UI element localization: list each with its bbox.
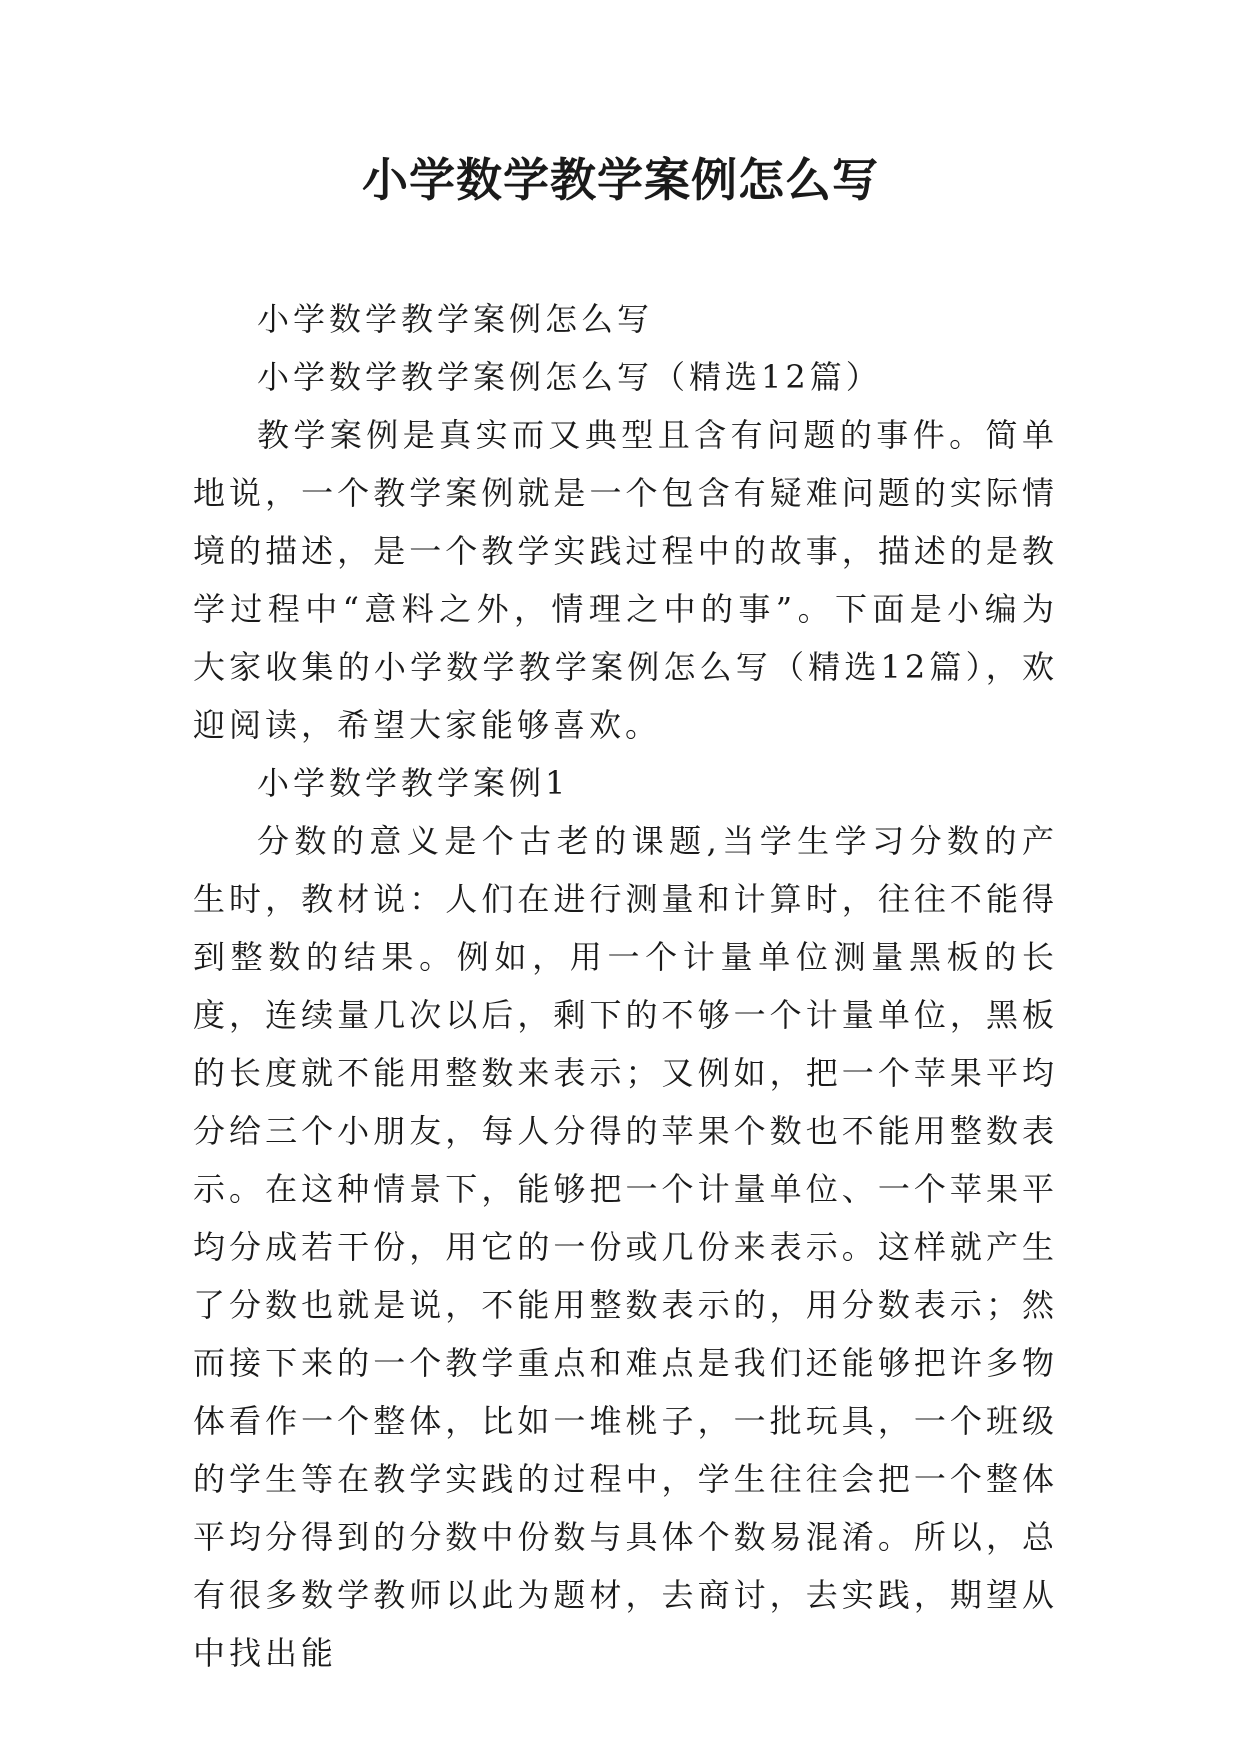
subtitle-selection-paragraph: 小学数学教学案例怎么写（精选12篇） xyxy=(257,358,882,396)
case-heading: 小学数学教学案例1 xyxy=(257,764,570,802)
intro-paragraph: 教学案例是真实而又典型且含有问题的事件。简单地说，一个教学案例就是一个包含有疑难问题的实际情境的描述，是一个教学实践过程中的故事，描述的是教学过程中“意料之外，情理之中的事”。下面是小编为大家收集的小学数学教学案例怎么写（精选12篇），欢迎阅读，希望大家能够喜欢。 xyxy=(193,416,1058,744)
document-body xyxy=(193,290,1058,1682)
subtitle-paragraph: 小学数学教学案例怎么写 xyxy=(257,300,654,338)
case-body-paragraph: 分数的意义是个古老的课题,当学生学习分数的产生时，教材说：人们在进行测量和计算时，往往不能得到整数的结果。例如，用一个计量单位测量黑板的长度，连续量几次以后，剩下的不够一个计量单位，黑板的长度就不能用整数来表示；又例如，把一个苹果平均分给三个小朋友，每人分得的苹果个数也不能用整数表示。在这种情景下，能够把一个计量单位、一个苹果平均分成若干份，用它的一份或几份来表示。这样就产生了分数也就是说，不能用整数表示的，用分数表示；然而接下来的一个教学重点和难点是我们还能够把许多物体看作一个整体，比如一堆桃子，一批玩具，一个班级的学生等在教学实践的过程中，学生往往会把一个整体平均分得到的分数中份数与具体个数易混淆。所以，总有很多数学教师以此为题材，去商讨，去实践，期望从中找出能 xyxy=(193,822,1058,1672)
document-title: 小学数学教学案例怎么写 xyxy=(362,153,879,207)
